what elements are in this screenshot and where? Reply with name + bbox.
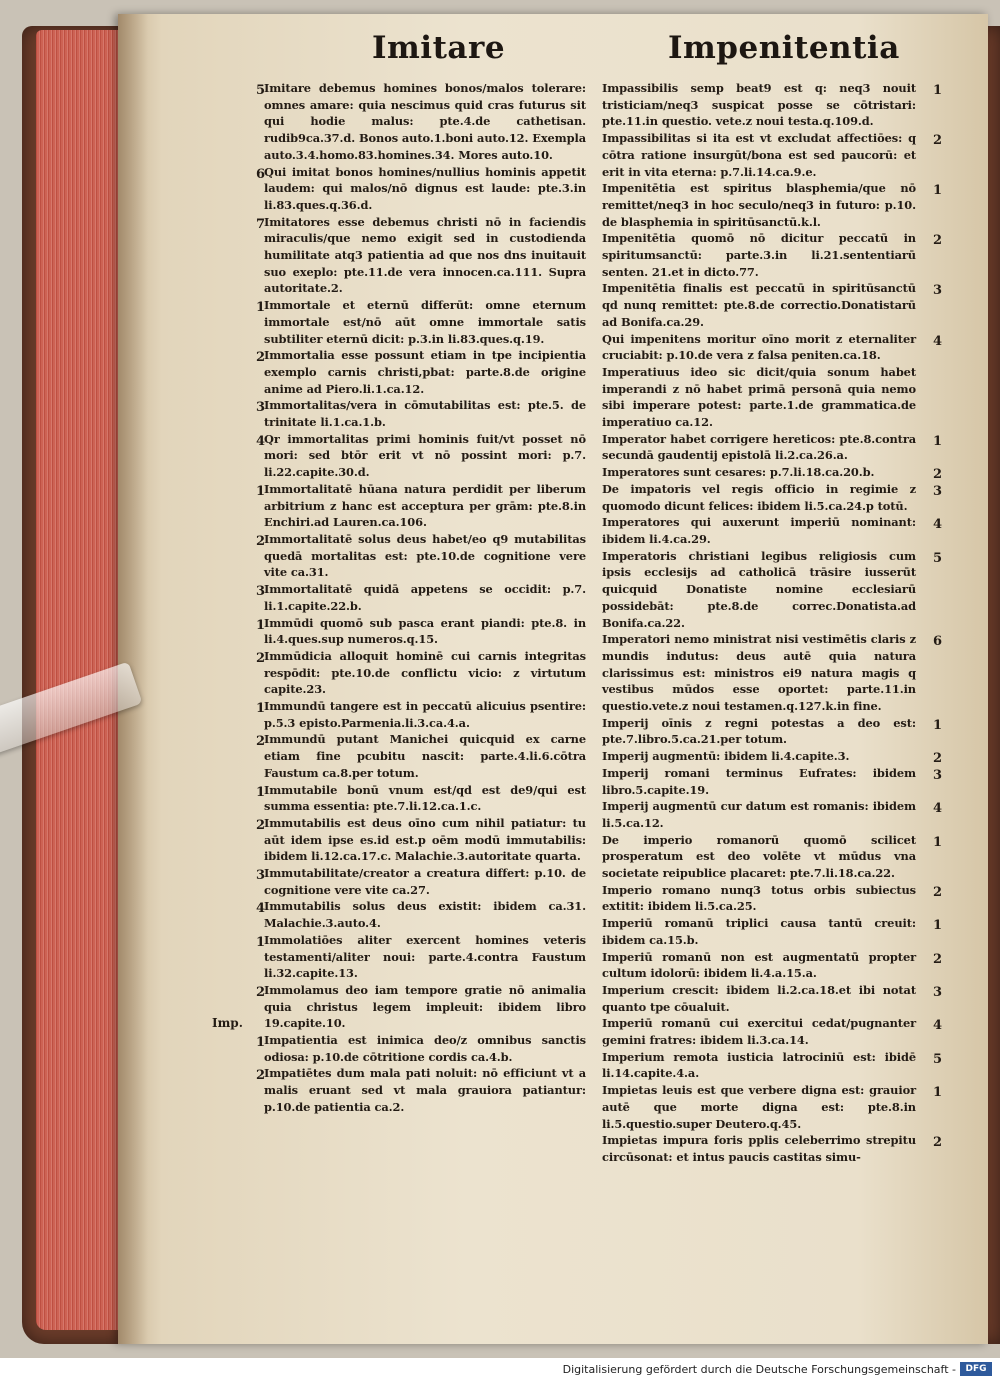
entry-text: Imperij augmentū cur datum est romanis: ibidem li.5.ca.12.: [602, 799, 916, 830]
entry-number: 3: [932, 984, 942, 1000]
entry-text: Immutabilis solus deus existit: ibidem ca.31. Malachie.3.auto.4.: [264, 899, 586, 931]
index-entry: [212, 531, 590, 581]
index-entry: [602, 765, 942, 798]
entry-text: Qui imitat bonos homines/nullius hominis appetit laudem: qui malos/nō dignus est laude: pte.3.in li.83.ques.q.36.d.: [264, 164, 586, 212]
entry-number: 2: [932, 1135, 942, 1151]
entry-number: 2: [932, 467, 942, 483]
entry-text: Immutabile bonū vnum est/qd est de9/qui est summa essentia: pte.7.li.12.ca.1.c.: [264, 782, 586, 814]
entry-number: 2: [256, 350, 266, 366]
entry-number: 3: [256, 584, 266, 600]
right-column: [602, 80, 942, 1166]
index-entry: [602, 130, 942, 180]
index-entry: [602, 230, 942, 280]
entry-text: Qr immortalitas primi hominis fuit/vt posset nō mori: sed btōr erit vt nō possint mori: p.7. li.22.capite.30.d.: [264, 431, 586, 480]
dfg-logo: DFG: [960, 1362, 992, 1376]
index-entry: [602, 464, 942, 481]
index-entry: [212, 648, 590, 698]
entry-text: Imperio romano nunq3 totus orbis subiectus extitit: ibidem li.5.ca.25.: [602, 882, 916, 914]
entry-text: Imperatiuus ideo sic dicit/quia sonum habet imperandi z nō habet primā personā quia nemo sibi imperare potest: parte.1.de grammatica.de imperatiuo ca.12.: [602, 364, 916, 430]
entry-number: 5: [932, 1051, 942, 1067]
entry-text: Imperiū romanū non est augmentatū propter cultum idolorū: ibidem li.4.a.15.a.: [602, 949, 916, 981]
entry-text: Imperiū romanū triplici causa tantū creuit: ibidem ca.15.b.: [602, 916, 916, 947]
footer-credit: Digitalisierung gefördert durch die Deutsche Forschungsgemeinschaft -: [562, 1363, 956, 1376]
index-entry: [602, 1015, 942, 1048]
entry-number: 2: [256, 817, 266, 833]
entry-number: 2: [256, 533, 266, 549]
index-entry: [602, 798, 942, 831]
running-head-left: Imitare: [372, 30, 506, 66]
index-entry: [602, 949, 942, 982]
entry-number: 7: [256, 216, 266, 232]
entry-number: 3: [256, 868, 266, 884]
entry-text: Imperatores sunt cesares: p.7.li.18.ca.20.b.: [602, 465, 875, 480]
entry-number: 4: [256, 433, 266, 449]
entry-number: 1: [256, 300, 266, 316]
entry-number: 3: [932, 767, 942, 783]
entry-number: 4: [256, 901, 266, 917]
entry-text: Qui impenitens moritur oīno morit z eternaliter cruciabit: p.10.de vera z falsa peniten.ca.18.: [602, 331, 916, 363]
entry-text: Imperij romani terminus Eufrates: ibidem libro.5.capite.19.: [602, 765, 916, 797]
entry-number: 1: [932, 918, 942, 934]
entry-text: Immortalitatē quidā appetens se occidit: p.7. li.1.capite.22.b.: [264, 582, 586, 613]
entry-text: Immundū putant Manichei quicquid ex carne etiam fine pcubitu nascit: parte.4.li.6.cōtra Faustum ca.8.per totum.: [264, 732, 586, 780]
entry-number: 3: [256, 400, 266, 416]
entry-number: 2: [932, 884, 942, 900]
entry-number: 4: [932, 801, 942, 817]
index-entry: [602, 1132, 942, 1165]
entry-text: Imitatores esse debemus christi nō in faciendis miraculis/que nemo exigit sed in custodienda humilitate atq3 patientia ad que nos dns inuitauit suo exeplo: pte.11.de vera innocen.ca.111. Supra autoritate.2.: [264, 214, 586, 296]
entry-number: 5: [256, 83, 266, 98]
entry-text: Immortalia esse possunt etiam in tpe incipientia exemplo carnis christi,pbat: parte.8.de origine anime ad Piero.li.1.ca.12.: [264, 348, 586, 396]
entry-text: Impenitētia quomō nō dicitur peccatū in spiritumsanctū: parte.3.in li.21.sententiarū senten. 21.et in dicto.77.: [602, 231, 916, 279]
index-entry: [212, 164, 590, 214]
entry-number: 2: [256, 650, 266, 666]
entry-number: 3: [932, 283, 942, 299]
entry-text: Impietas leuis est que verbere digna est: grauior autē que morte digna est: pte.8.in li.5.questio.super Deutero.q.45.: [602, 1083, 916, 1131]
index-entry: [602, 882, 942, 915]
index-entry: [212, 1065, 590, 1115]
index-entry: [212, 397, 590, 430]
entry-number: 2: [932, 951, 942, 967]
entry-text: Imperij augmentū: ibidem li.4.capite.3.: [602, 749, 850, 764]
entry-number: 2: [256, 734, 266, 750]
running-head-right: Impenitentia: [668, 30, 900, 66]
entry-text: Immutabilis est deus oīno cum nihil patiatur: tu aūt idem ipse es.id est.p oēm modū immutabilis: ibidem li.12.ca.17.c. Malachie.3.autoritate quarta.: [264, 815, 586, 864]
index-entry: [212, 297, 590, 347]
index-entry: [602, 331, 942, 364]
entry-text: Imperium crescit: ibidem li.2.ca.18.et ibi notat quanto tpe cōualuit.: [602, 982, 916, 1014]
entry-text: De impatoris vel regis officio in regimie z quomodo dicunt felices: ibidem li.5.ca.24.p totū.: [602, 481, 916, 513]
index-entry: [602, 514, 942, 547]
entry-text: Impenitētia finalis est peccatū in spiritūsanctū qd nunq remittet: pte.8.de correctio.Donatistarū ad Bonifa.ca.29.: [602, 281, 916, 329]
entry-number: 2: [932, 133, 942, 149]
index-entry: [602, 631, 942, 715]
entry-text: Impassibilitas si ita est vt excludat affectiōes: q cōtra ratione insurgūt/bona est sed paucorū: et erit in vita eterna: p.7.li.14.ca.9.e.: [602, 131, 916, 179]
index-entry: [212, 815, 590, 865]
entry-number: 4: [932, 517, 942, 533]
entry-text: Imperatoris christiani legibus religiosis cum ipsis ecclesijs ad catholicā trāsire iusserūt quicquid Donatiste nomine ecclesiarū possidebāt: pte.8.de correc.Donatista.ad Bonifa.ca.22.: [602, 548, 916, 630]
index-entry: [212, 865, 590, 898]
entry-number: 1: [256, 701, 266, 717]
entry-text: Immortalitas/vera in cōmutabilitas est: pte.5. de trinitate li.1.ca.1.b.: [264, 398, 586, 430]
index-entry: [212, 481, 590, 531]
entry-number: 4: [932, 333, 942, 349]
entry-number: 4: [932, 1018, 942, 1034]
entry-number: 2: [932, 751, 942, 767]
index-entry: [602, 481, 942, 514]
entry-number: 1: [932, 1085, 942, 1101]
entry-number: 6: [256, 166, 266, 182]
entry-text: Impatiētes dum mala pati noluit: nō efficiunt vt a malis eruant sed vt mala grauiora patiantur: p.10.de patientia ca.2.: [264, 1066, 586, 1114]
index-entry: [212, 932, 590, 982]
index-entry: [212, 615, 590, 648]
entry-number: 3: [932, 483, 942, 499]
entry-text: Imitare debemus homines bonos/malos tolerare: omnes amare: quia nescimus quid cras futurus sit qui hodie malus: pte.4.de cathetisan. rudib9ca.37.d. Bonos auto.1.boni auto.12. Exempla auto.3.4.homo.83.homines.34. Mores auto.10.: [264, 81, 586, 162]
index-entry: [602, 1082, 942, 1132]
index-entry: [212, 581, 590, 614]
index-entry: [212, 431, 590, 481]
entry-number: 1: [256, 784, 266, 800]
entry-number: 1: [932, 183, 942, 199]
entry-text: Impietas impura foris pplis celeberrimo strepitu circūsonat: et intus paucis castitas simu-: [602, 1133, 916, 1164]
index-entry: [212, 898, 590, 931]
index-entry: [602, 915, 942, 948]
entry-text: Impenitētia est spiritus blasphemia/que nō remittet/neq3 in hoc seculo/neq3 in futuro: p.10. de blasphemia in spiritūsanctū.k.l.: [602, 181, 916, 229]
entry-text: Imperij oīnis z regni potestas a deo est: pte.7.libro.5.ca.21.per totum.: [602, 715, 916, 747]
entry-text: De imperio romanorū quomō scilicet prosperatum est deo volēte vt mūdus vna societate reipublice placaret: pte.7.li.18.ca.22.: [602, 832, 916, 881]
entry-text: Imperatori nemo ministrat nisi vestimētis claris z mundis indutus: deus autē quia natura clarissimus est: ministros ei9 natura magis q vestibus mūdos esse oportet: parte.11.in questio.vete.z noui testamen.q.127.k.in fine.: [602, 632, 916, 714]
entry-text: Immolatiōes aliter exercent homines veteris testamenti/aliter noui: parte.4.contra Faustum li.32.capite.13.: [264, 932, 586, 981]
entry-number: 1: [932, 834, 942, 850]
entry-text: Immūdicia alloquit hominē cui carnis integritas respōdit: pte.10.de conflictu vicio: z virtutum capite.23.: [264, 648, 586, 697]
index-entry: [602, 715, 942, 748]
entry-text: Imperium remota iusticia latrociniū est: ibidē li.14.capite.4.a.: [602, 1049, 916, 1081]
entry-text: Immundū tangere est in peccatū alicuius psentire: p.5.3 episto.Parmenia.li.3.ca.4.a.: [264, 699, 586, 730]
entry-text: Impassibilis semp beat9 est q: neq3 nouit tristiciam/neq3 suspicat posse se cōtristari: pte.11.in questio. vete.z noui testa.q.109.d.: [602, 81, 916, 129]
index-entry: [602, 1049, 942, 1082]
entry-number: 6: [932, 634, 942, 650]
index-entry: [602, 364, 942, 431]
left-column: [212, 80, 590, 1116]
index-entry: [602, 548, 942, 632]
index-entry: [602, 280, 942, 330]
entry-number: 1: [256, 483, 266, 499]
index-entry: [212, 214, 590, 298]
entry-number: 1: [932, 433, 942, 449]
index-entry: [602, 80, 942, 130]
index-entry: [602, 431, 942, 464]
footer-bar: [0, 1358, 1000, 1381]
index-entry: [212, 1016, 590, 1065]
entry-text: Immortale et eternū differūt: omne eternum immortale est/nō aūt omne immortale satis subtiliter eternū dicit: p.3.in li.83.ques.q.19.: [264, 298, 586, 346]
index-entry: [212, 80, 590, 164]
index-entry: [212, 347, 590, 397]
index-entry: [212, 698, 590, 731]
entry-text: Imperator habet corrigere hereticos: pte.8.contra secundā gaudentij epistolā li.2.ca.26.a.: [602, 431, 916, 463]
entry-text: Immūdi quomō sub pasca erant piandi: pte.8. in li.4.ques.sup numeros.q.15.: [264, 615, 586, 647]
entry-number: 1: [932, 83, 942, 98]
entry-text: Immortalitatē solus deus habet/eo q9 mutabilitas quedā mortalitas est: pte.10.de cognitione vere vite ca.31.: [264, 531, 586, 580]
index-entry: [602, 832, 942, 882]
entry-number: 1: [932, 717, 942, 733]
entry-text: Imperatores qui auxerunt imperiū nominant: ibidem li.4.ca.29.: [602, 515, 916, 546]
index-entry: [212, 731, 590, 781]
index-entry: [602, 982, 942, 1015]
entry-number: 2: [256, 1068, 266, 1084]
section-marker: Imp.: [212, 1016, 243, 1031]
entry-number: 2: [256, 984, 266, 1000]
entry-text: Immortalitatē hūana natura perdidit per liberum arbitrium z hanc est acceptura per grām: pte.8.in Enchiri.ad Lauren.ca.106.: [264, 481, 586, 530]
index-entry: [212, 782, 590, 815]
entry-text: Impatientia est inimica deo/z omnibus sanctis odiosa: p.10.de cōtritione cordis ca.4.b.: [264, 1033, 586, 1064]
entry-text: Immutabilitate/creator a creatura differt: p.10. de cognitione vere vite ca.27.: [264, 866, 586, 897]
entry-text: Imperiū romanū cui exercitui cedat/pugnanter gemini fratres: ibidem li.3.ca.14.: [602, 1016, 916, 1048]
index-entry: [602, 748, 942, 765]
entry-number: 1: [256, 934, 266, 950]
entry-number: 5: [932, 550, 942, 566]
entry-number: 1: [256, 1035, 266, 1051]
entry-number: 1: [256, 617, 266, 633]
entry-text: Immolamus deo iam tempore gratie nō animalia quia christus legem impleuit: ibidem libro 19.capite.10.: [264, 982, 586, 1031]
index-entry: [602, 180, 942, 230]
index-entry: [212, 982, 590, 1032]
entry-number: 2: [932, 233, 942, 249]
